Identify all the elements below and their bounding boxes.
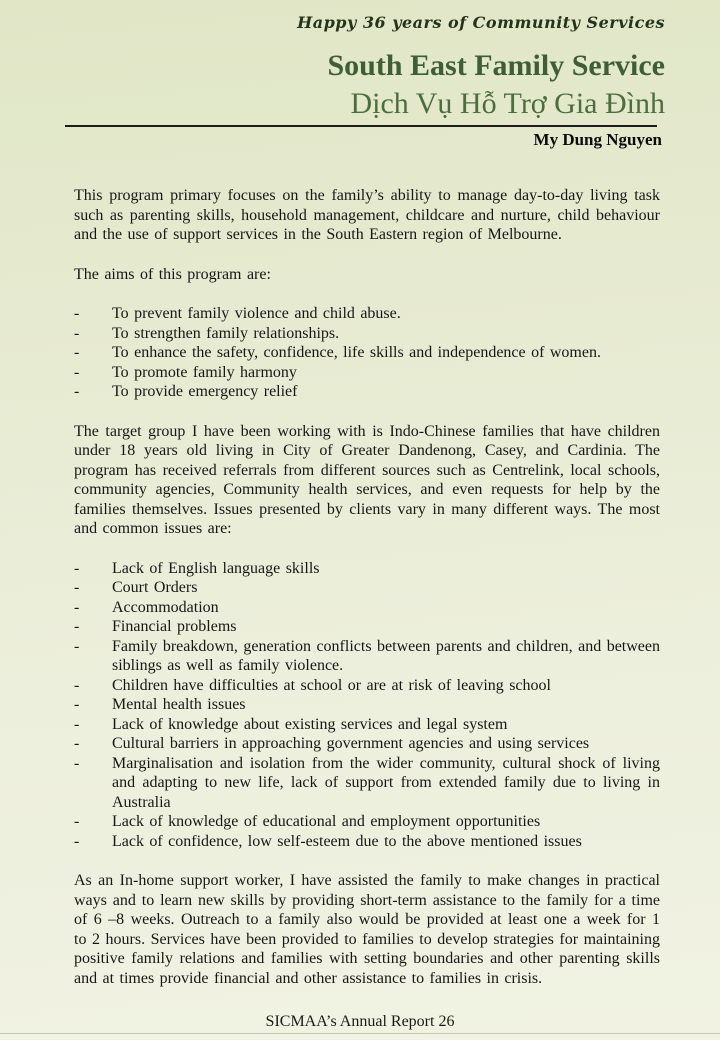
list-item-text: Family breakdown, generation conflicts between parents and children, and between siblings as well as family violence. xyxy=(112,637,660,674)
list-item xyxy=(74,676,660,696)
title-rule xyxy=(65,125,657,127)
dash-bullet: - xyxy=(74,559,80,577)
list-item-text: Financial problems xyxy=(112,618,237,635)
intro-paragraph: This program primary focuses on the family’s ability to manage day-to-day living task such as parenting skills, household management, childcare and nurture, child behaviour and the use of support services in the South Eastern region of Melbourne. xyxy=(74,187,660,243)
list-item xyxy=(74,832,660,852)
list-item-text: To enhance the safety, confidence, life skills and independence of women. xyxy=(112,344,601,361)
dash-bullet: - xyxy=(74,813,80,830)
list-item xyxy=(74,598,660,618)
list-item-text: Mental health issues xyxy=(112,696,246,713)
list-item xyxy=(74,343,660,363)
list-item-text: Lack of confidence, low self-esteem due to the above mentioned issues xyxy=(112,832,582,850)
list-item xyxy=(74,617,660,637)
list-item xyxy=(74,695,660,715)
dash-bullet: - xyxy=(74,618,80,635)
list-item xyxy=(74,578,660,598)
dash-bullet: - xyxy=(74,832,80,850)
author-name: My Dung Nguyen xyxy=(533,130,662,149)
page-title: South East Family Service xyxy=(327,49,665,82)
dash-bullet: - xyxy=(74,735,80,752)
dash-bullet: - xyxy=(74,598,80,616)
dash-bullet: - xyxy=(74,637,80,655)
dash-bullet: - xyxy=(74,715,80,733)
list-item-text: Lack of English language skills xyxy=(112,559,320,577)
list-item-text: Lack of knowledge about existing services and legal system xyxy=(112,715,508,733)
aims-heading: The aims of this program are: xyxy=(74,265,271,283)
list-item xyxy=(74,304,660,324)
dash-bullet: - xyxy=(74,579,80,596)
list-item-text: To promote family harmony xyxy=(112,363,297,381)
list-item-text: To strengthen family relationships. xyxy=(112,324,340,342)
list-item-text: Lack of knowledge of educational and employment opportunities xyxy=(112,813,541,830)
list-item xyxy=(74,715,660,735)
dash-bullet: - xyxy=(74,754,80,772)
dash-bullet: - xyxy=(74,363,80,381)
list-item xyxy=(74,324,660,344)
list-item-text: To prevent family violence and child abuse. xyxy=(112,305,401,322)
footer-rule xyxy=(0,1033,720,1034)
anniversary-banner: Happy 36 years of Community Services xyxy=(297,13,665,32)
list-item xyxy=(74,382,660,402)
dash-bullet: - xyxy=(74,696,80,713)
dash-bullet: - xyxy=(74,324,80,342)
aims-list xyxy=(74,304,660,402)
closing-paragraph: As an In-home support worker, I have assisted the family to make changes in practical ways and to learn new skills by providing short-term assistance to the family for a time of 6 –8 weeks. Outreach to a family also would be provided at least one a week for 1 to 2 hours. Services have been provided to families to develop strategies for maintaining positive family relations and families with setting boundaries and other parenting skills and at times provide financial and other assistance to families in crisis. xyxy=(74,872,660,987)
list-item xyxy=(74,754,660,813)
list-item xyxy=(74,363,660,383)
dash-bullet: - xyxy=(74,383,80,400)
footer-page-label: SICMAA’s Annual Report 26 xyxy=(265,1013,455,1030)
list-item-text: Marginalisation and isolation from the wider community, cultural shock of living and adapting to new life, lack of support from extended family due to living in Australia xyxy=(112,754,660,811)
list-item-text: Court Orders xyxy=(112,579,198,596)
issues-list xyxy=(74,559,660,852)
dash-bullet: - xyxy=(74,676,80,694)
dash-bullet: - xyxy=(74,344,80,361)
list-item xyxy=(74,559,660,579)
list-item-text: To provide emergency relief xyxy=(112,383,298,400)
list-item-text: Accommodation xyxy=(112,598,219,616)
list-item xyxy=(74,637,660,676)
list-item xyxy=(74,812,660,832)
list-item-text: Children have difficulties at school or are at risk of leaving school xyxy=(112,676,551,694)
target-group-paragraph: The target group I have been working with is Indo-Chinese families that have children under 18 years old living in City of Greater Dandenong, Casey, and Cardinia. The program has received referrals from different sources such as Centrelink, local schools, community agencies, Community health services, and even requests for help by the families themselves. Issues presented by clients vary in many different ways. The most and common issues are: xyxy=(74,422,660,537)
list-item-text: Cultural barriers in approaching government agencies and using services xyxy=(112,735,590,752)
page-subtitle-vietnamese: Dịch Vụ Hỗ Trợ Gia Đình xyxy=(350,87,665,120)
dash-bullet: - xyxy=(74,305,80,322)
article-body xyxy=(0,150,720,988)
list-item xyxy=(74,734,660,754)
